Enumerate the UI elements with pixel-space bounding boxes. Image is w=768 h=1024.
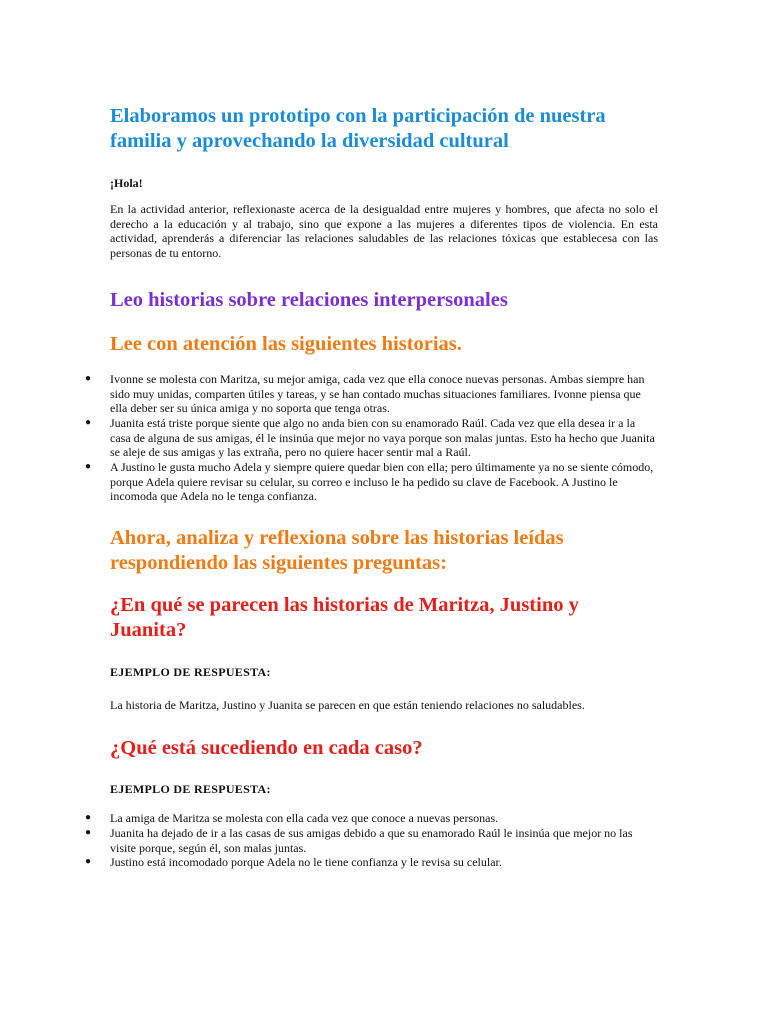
- bullet-icon: ●: [85, 461, 92, 473]
- bullet-icon: ●: [85, 826, 92, 838]
- story-text: A Justino le gusta mucho Adela y siempre quiere quedar bien con ella; pero últimamente ya no se siente cómodo, porque Adela quiere revisar su celular, su correo e incluso le ha pedido su clave de Facebook. A Justino le incomoda que Adela no le tenga confianza.: [110, 460, 654, 504]
- list-item: [85, 460, 658, 504]
- stories-list: [85, 371, 658, 504]
- question-heading-1: ¿En qué se parecen las historias de Maritza, Justino y Juanita?: [110, 594, 579, 642]
- bullet-icon: ●: [85, 812, 92, 824]
- answer-item-text: Justino está incomodado porque Adela no le tiene confianza y le revisa su celular.: [110, 855, 502, 870]
- example-label-2: EJEMPLO DE RESPUESTA:: [110, 782, 271, 797]
- list-item: [85, 855, 658, 870]
- bullet-icon: ●: [85, 416, 92, 428]
- instruction-heading: Lee con atención las siguientes historias.: [110, 332, 462, 355]
- section-heading: Leo historias sobre relaciones interpersonales: [110, 288, 508, 311]
- analysis-heading: Ahora, analiza y reflexiona sobre las historias leídas respondiendo las siguientes preguntas:: [110, 527, 564, 575]
- intro-paragraph: En la actividad anterior, reflexionaste acerca de la desigualdad entre mujeres y hombres, que afecta no solo el derecho a la educación y al trabajo, sino que expone a las mujeres a diferentes tipos de violencia. En esta actividad, aprenderás a diferenciar las relaciones saludables de las relaciones tóxicas que establecesa con las personas de tu entorno.: [110, 202, 658, 261]
- bullet-icon: ●: [85, 372, 92, 384]
- list-item: [85, 825, 658, 855]
- answer-text-1: La historia de Maritza, Justino y Juanita se parecen en que están teniendo relaciones no saludables.: [110, 698, 585, 713]
- greeting: ¡Hola!: [110, 176, 143, 190]
- document-page: [85, 104, 658, 870]
- story-text: Ivonne se molesta con Maritza, su mejor amiga, cada vez que ella conoce nuevas personas. Ambas siempre han sido muy unidas, comparten útiles y tareas, y se han contado muchas situaciones familiares. Ivonne piensa que ella deber ser su única amiga y no soporta que tenga otras.: [110, 371, 645, 416]
- question-heading-2: ¿Qué está sucediendo en cada caso?: [110, 737, 423, 760]
- example-label-1: EJEMPLO DE RESPUESTA:: [110, 665, 271, 680]
- list-item: [85, 811, 658, 826]
- story-text: Juanita está triste porque siente que algo no anda bien con su enamorado Raúl. Cada vez que ella desea ir a la casa de alguna de sus amigas, él le insinúa que mejor no vaya porque son malas juntas. Esto ha hecho que Juanita se aleje de sus amigas y las extraña, pero no quiere hacer sentir mal a Raúl.: [110, 415, 655, 460]
- list-item: [85, 415, 658, 460]
- bullet-icon: ●: [85, 856, 92, 868]
- document-title: Elaboramos un prototipo con la participación de nuestra familia y aprovechando la diversidad cultural: [110, 105, 606, 152]
- list-item: [85, 371, 658, 416]
- answers-list: [85, 811, 658, 870]
- answer-item-text: La amiga de Maritza se molesta con ella cada vez que conoce a nuevas personas.: [110, 811, 499, 826]
- answer-item-text: Juanita ha dejado de ir a las casas de sus amigas debido a que su enamorado Raúl le insinúa que mejor no las visite porque, según él, son malas juntas.: [110, 825, 633, 855]
